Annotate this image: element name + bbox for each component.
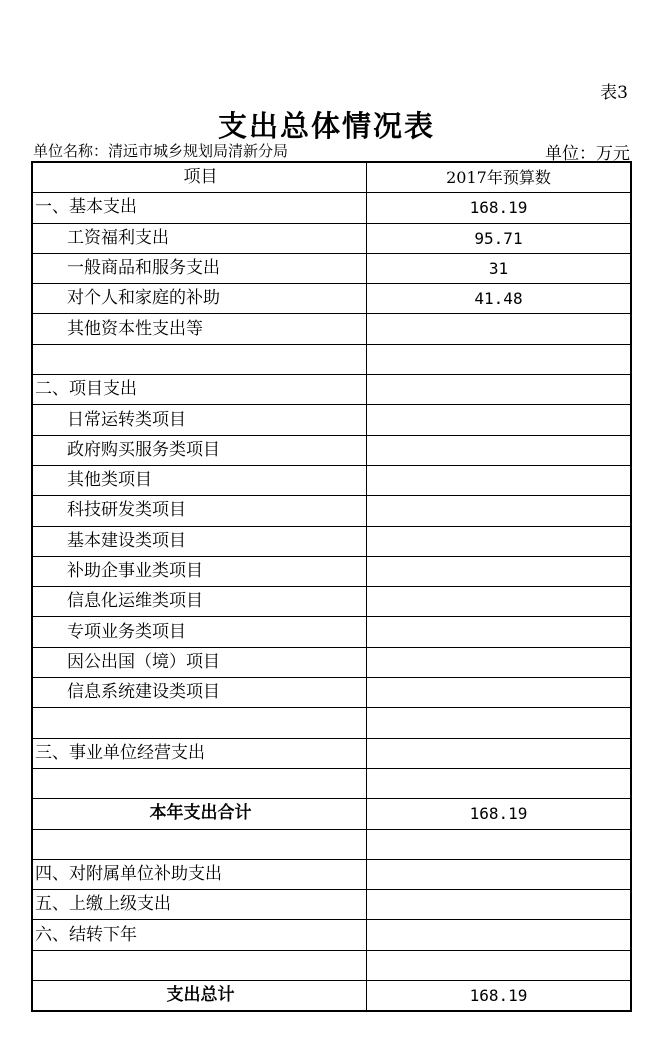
row-label [32,829,367,859]
row-label: 三、事业单位经营支出 [32,738,367,768]
table-row [32,193,631,223]
row-value [367,890,632,920]
table-row [32,223,631,253]
row-value [367,678,632,708]
table-row [32,405,631,435]
table-row [32,284,631,314]
row-value [367,405,632,435]
row-label: 政府购买服务类项目 [32,435,367,465]
row-label: 五、上缴上级支出 [32,890,367,920]
table-row [32,526,631,556]
row-value [367,314,632,344]
table-row [32,375,631,405]
row-value: 168.19 [367,799,632,829]
row-label: 工资福利支出 [32,223,367,253]
row-value [367,344,632,374]
row-value [367,738,632,768]
row-value [367,859,632,889]
row-value [367,556,632,586]
row-value [367,950,632,980]
row-label: 本年支出合计 [32,799,367,829]
row-label: 其他类项目 [32,465,367,495]
table-row [32,435,631,465]
table-row [32,738,631,768]
table-row [32,708,631,738]
header-budget: 2017年预算数 [367,162,632,193]
row-label: 信息化运维类项目 [32,587,367,617]
table-row [32,617,631,647]
page-title: 支出总体情况表 [217,109,435,143]
row-value [367,768,632,798]
table-number: 表3 [600,83,628,103]
row-label: 信息系统建设类项目 [32,678,367,708]
table-row [32,344,631,374]
table-row [32,314,631,344]
row-label: 基本建设类项目 [32,526,367,556]
row-label: 一、基本支出 [32,193,367,223]
unit-name: 单位名称：清远市城乡规划局清新分局 [33,142,289,160]
table-row [32,768,631,798]
row-label: 四、对附属单位补助支出 [32,859,367,889]
row-label: 科技研发类项目 [32,496,367,526]
row-label: 对个人和家庭的补助 [32,284,367,314]
row-label: 补助企事业类项目 [32,556,367,586]
table-row [32,981,631,1012]
table-row [32,799,631,829]
row-value [367,496,632,526]
table-row [32,253,631,283]
row-label: 二、项目支出 [32,375,367,405]
table-row [32,678,631,708]
currency-unit: 单位：万元 [545,144,630,164]
table-row [32,829,631,859]
table-row [32,920,631,950]
row-value: 41.48 [367,284,632,314]
row-value: 95.71 [367,223,632,253]
row-value: 31 [367,253,632,283]
table-row [32,890,631,920]
row-value [367,526,632,556]
row-label [32,950,367,980]
row-label: 六、结转下年 [32,920,367,950]
row-value [367,375,632,405]
table-row [32,950,631,980]
table-row [32,556,631,586]
row-value [367,617,632,647]
row-label: 一般商品和服务支出 [32,253,367,283]
row-value [367,435,632,465]
header-item: 项目 [32,162,367,193]
table-row [32,587,631,617]
table-header-row [32,162,631,193]
row-value [367,708,632,738]
row-value: 168.19 [367,981,632,1012]
row-value [367,920,632,950]
table-row [32,859,631,889]
row-label [32,344,367,374]
row-value [367,587,632,617]
row-label [32,768,367,798]
row-label: 专项业务类项目 [32,617,367,647]
row-label: 因公出国（境）项目 [32,647,367,677]
row-label: 日常运转类项目 [32,405,367,435]
table-row [32,496,631,526]
row-value [367,465,632,495]
expenditure-table [31,161,632,1012]
table-row [32,647,631,677]
row-value [367,647,632,677]
row-label: 其他资本性支出等 [32,314,367,344]
row-value [367,829,632,859]
row-label: 支出总计 [32,981,367,1012]
row-label [32,708,367,738]
table-row [32,465,631,495]
row-value: 168.19 [367,193,632,223]
